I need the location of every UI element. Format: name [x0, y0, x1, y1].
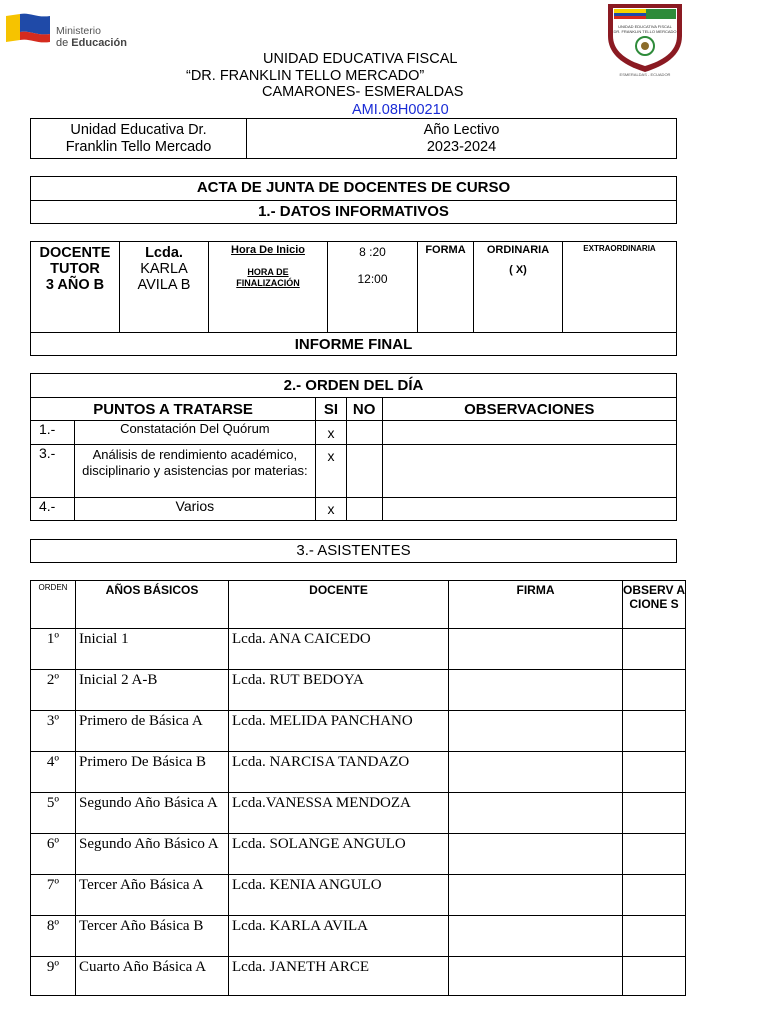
- row-firma: [449, 793, 623, 834]
- school-shield-logo: [604, 2, 686, 78]
- asistentes-table: [30, 580, 686, 996]
- row-obs: [623, 711, 686, 752]
- row-anio: Primero de Básica A: [76, 711, 229, 752]
- datos-table: [30, 241, 677, 356]
- ordinaria-cell: [474, 242, 563, 333]
- logo-text-educacion: [56, 37, 127, 50]
- table-row: [31, 670, 686, 711]
- row-obs: [382, 445, 677, 498]
- forma-cell: FORMA: [418, 242, 474, 333]
- row-si: x: [316, 445, 347, 498]
- table-row: [31, 711, 686, 752]
- row-firma: [449, 629, 623, 670]
- col-firma: FIRMA: [449, 581, 623, 629]
- row-anio: Segundo Año Básica A: [76, 793, 229, 834]
- tutor-line2: TUTOR: [50, 261, 100, 277]
- col-anios: AÑOS BÁSICOS: [76, 581, 229, 629]
- row-docente: Lcda. KARLA AVILA: [229, 916, 449, 957]
- row-obs: [623, 834, 686, 875]
- row-obs: [623, 916, 686, 957]
- row-docente: Lcda.VANESSA MENDOZA: [229, 793, 449, 834]
- tutor-line3: 3 AÑO B: [45, 277, 105, 293]
- ministerio-flag-icon: [6, 12, 54, 46]
- header-line-3: CAMARONES- ESMERALDAS: [262, 84, 464, 100]
- row-num: 4.-: [31, 498, 75, 521]
- col-no: NO: [346, 398, 382, 421]
- row-num: 3.-: [31, 445, 75, 498]
- row-anio: Tercer Año Básica A: [76, 875, 229, 916]
- year-value: 2023-2024: [426, 138, 497, 155]
- row-no: [346, 498, 382, 521]
- row-firma: [449, 834, 623, 875]
- row-orden: 6º: [31, 834, 76, 875]
- svg-text:UNIDAD EDUCATIVA FISCAL: UNIDAD EDUCATIVA FISCAL: [618, 24, 672, 29]
- row-firma: [449, 875, 623, 916]
- tutor-cell: [31, 242, 120, 333]
- row-anio: Primero De Básica B: [76, 752, 229, 793]
- header-line-2: “DR. FRANKLIN TELLO MERCADO”: [186, 68, 425, 84]
- start-time-label: Hora De Inicio: [231, 244, 305, 256]
- row-docente: Lcda. KENIA ANGULO: [229, 875, 449, 916]
- table-row: [31, 421, 677, 445]
- orden-table: [30, 373, 677, 521]
- row-si: x: [316, 421, 347, 445]
- row-obs: [382, 498, 677, 521]
- teacher-cell: [120, 242, 209, 333]
- row-obs: [623, 752, 686, 793]
- teacher-title: Lcda.: [145, 245, 183, 261]
- school-info-table: [30, 118, 677, 159]
- row-orden: 4º: [31, 752, 76, 793]
- teacher-name-2: AVILA B: [137, 277, 191, 293]
- row-docente: Lcda. ANA CAICEDO: [229, 629, 449, 670]
- row-orden: 1º: [31, 629, 76, 670]
- row-docente: Lcda. RUT BEDOYA: [229, 670, 449, 711]
- start-time-value: 8 :20: [359, 245, 386, 259]
- row-orden: 2º: [31, 670, 76, 711]
- row-orden: 3º: [31, 711, 76, 752]
- school-year-cell: [247, 119, 677, 159]
- col-orden: ORDEN: [31, 581, 76, 629]
- row-firma: [449, 752, 623, 793]
- row-orden: 9º: [31, 957, 76, 996]
- row-firma: [449, 916, 623, 957]
- school-name-cell: [31, 119, 247, 159]
- col-docente: DOCENTE: [229, 581, 449, 629]
- ordinaria-label: ORDINARIA: [486, 244, 550, 256]
- section-2-title: 2.- ORDEN DEL DÍA: [31, 374, 677, 398]
- logo-text-ministerio: Ministerio: [56, 25, 101, 37]
- row-text: Constatación Del Quórum: [74, 421, 316, 445]
- table-row: [31, 834, 686, 875]
- school-name-line2: Franklin Tello Mercado: [65, 138, 212, 155]
- table-row: [31, 752, 686, 793]
- row-si: x: [316, 498, 347, 521]
- svg-text:DR. FRANKLIN TELLO MERCADO: DR. FRANKLIN TELLO MERCADO: [613, 29, 677, 34]
- header-line-1: UNIDAD EDUCATIVA FISCAL: [263, 51, 458, 67]
- row-obs: [382, 421, 677, 445]
- row-anio: Segundo Año Básico A: [76, 834, 229, 875]
- row-orden: 5º: [31, 793, 76, 834]
- row-docente: Lcda. SOLANGE ANGULO: [229, 834, 449, 875]
- shield-caption: ESMERALDAS - ECUADOR: [619, 72, 671, 77]
- table-row: [31, 957, 686, 996]
- table-row: [31, 445, 677, 498]
- row-firma: [449, 711, 623, 752]
- row-obs: [623, 875, 686, 916]
- col-observaciones: OBSERVACIONES: [382, 398, 677, 421]
- time-labels-cell: [209, 242, 328, 333]
- ministerio-logo: [6, 12, 136, 52]
- table-row: [31, 875, 686, 916]
- table-row: [31, 793, 686, 834]
- row-orden: 8º: [31, 916, 76, 957]
- school-name-line1: Unidad Educativa Dr.: [70, 121, 207, 138]
- row-anio: Inicial 1: [76, 629, 229, 670]
- table-row: [31, 916, 686, 957]
- informe-final: INFORME FINAL: [31, 333, 677, 356]
- row-obs: [623, 957, 686, 996]
- ordinaria-mark: ( X): [509, 264, 527, 276]
- row-text: Varios: [74, 498, 316, 521]
- time-values-cell: [328, 242, 418, 333]
- table-row: [31, 498, 677, 521]
- row-anio: Inicial 2 A-B: [76, 670, 229, 711]
- row-firma: [449, 957, 623, 996]
- row-no: [346, 421, 382, 445]
- row-num: 1.-: [31, 421, 75, 445]
- row-anio: Tercer Año Básica B: [76, 916, 229, 957]
- section-3-title: 3.- ASISTENTES: [30, 539, 677, 563]
- extraordinaria-cell: EXTRAORDINARIA: [563, 242, 677, 333]
- tutor-line1: DOCENTE: [39, 245, 111, 261]
- acta-title: ACTA DE JUNTA DE DOCENTES DE CURSO: [30, 176, 677, 201]
- school-code: AMI.08H00210: [352, 102, 449, 118]
- row-firma: [449, 670, 623, 711]
- school-shield-icon: [604, 2, 686, 72]
- col-points: PUNTOS A TRATARSE: [31, 398, 316, 421]
- teacher-name-1: KARLA: [140, 261, 188, 277]
- col-observaciones: OBSERV ACIONE S: [623, 581, 686, 629]
- end-time-label: HORA DE FINALIZACIÓN: [236, 267, 300, 288]
- row-no: [346, 445, 382, 498]
- end-time-value: 12:00: [357, 272, 388, 286]
- year-label: Año Lectivo: [423, 121, 500, 138]
- row-obs: [623, 793, 686, 834]
- section-1-title: 1.- DATOS INFORMATIVOS: [30, 200, 677, 224]
- row-obs: [623, 670, 686, 711]
- row-docente: Lcda. MELIDA PANCHANO: [229, 711, 449, 752]
- table-row: [31, 629, 686, 670]
- row-text: Análisis de rendimiento académico, disciplinario y asistencias por materias:: [74, 445, 316, 498]
- row-docente: Lcda. JANETH ARCE: [229, 957, 449, 996]
- row-anio: Cuarto Año Básica A: [76, 957, 229, 996]
- col-si: SI: [316, 398, 347, 421]
- row-orden: 7º: [31, 875, 76, 916]
- logo-text-educacion-bold: Educación: [71, 37, 127, 49]
- row-obs: [623, 629, 686, 670]
- row-docente: Lcda. NARCISA TANDAZO: [229, 752, 449, 793]
- logo-text-de: de: [56, 37, 72, 49]
